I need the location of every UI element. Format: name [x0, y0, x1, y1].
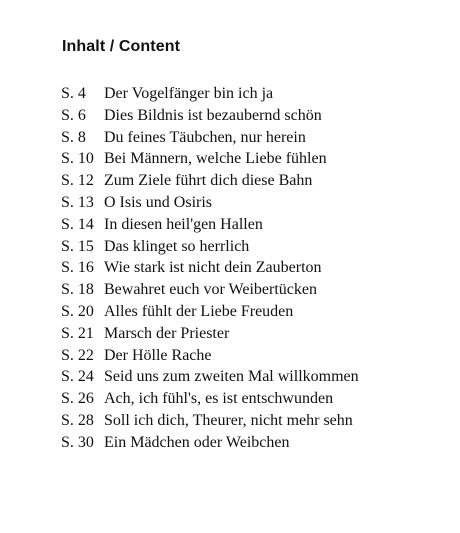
- toc-page-number: S. 21: [61, 324, 94, 342]
- toc-page-number: S. 15: [61, 237, 94, 255]
- toc-entry-title: Soll ich dich, Theurer, nicht mehr sehn: [104, 411, 353, 429]
- toc-entry-title: Dies Bildnis ist bezaubernd schön: [104, 106, 322, 124]
- toc-entry-title: Das klinget so herrlich: [104, 237, 250, 255]
- toc-entry: [61, 148, 441, 170]
- toc-entry-title: Marsch der Priester: [104, 324, 230, 342]
- toc-page-number: S. 22: [61, 346, 94, 364]
- toc-page-number: S. 20: [61, 302, 94, 320]
- toc-entry: [61, 170, 441, 192]
- toc-page-number: S. 6: [61, 106, 86, 124]
- toc-entry: [61, 345, 441, 367]
- toc-page-number: S. 14: [61, 215, 94, 233]
- toc-entry: [61, 388, 441, 410]
- toc-entry: [61, 105, 441, 127]
- toc-entry: [61, 366, 441, 388]
- toc-entry-title: Alles fühlt der Liebe Freuden: [104, 302, 294, 320]
- toc-entry: [61, 279, 441, 301]
- toc-page-number: S. 10: [61, 150, 94, 168]
- toc-page-number: S. 28: [61, 411, 94, 429]
- toc-entry-title: Bei Männern, welche Liebe fühlen: [104, 150, 327, 168]
- toc-entry-title: Ein Mädchen oder Weibchen: [104, 433, 290, 451]
- toc-entry: [61, 323, 441, 345]
- toc-entry-title: Wie stark ist nicht dein Zauberton: [104, 259, 322, 277]
- page-title: Inhalt / Content: [62, 38, 181, 55]
- toc-entry-title: Der Vogelfänger bin ich ja: [104, 85, 274, 102]
- toc-page-number: S. 18: [61, 281, 94, 299]
- toc-entry: [61, 257, 441, 279]
- toc-page-number: S. 30: [61, 433, 94, 451]
- toc-entry: [61, 236, 441, 258]
- toc-page-number: S. 4: [61, 85, 86, 102]
- toc-entry: [61, 83, 441, 105]
- toc-page-number: S. 13: [61, 193, 94, 211]
- toc-entry: [61, 301, 441, 323]
- toc-entry: [61, 410, 441, 432]
- toc-entry-title: Du feines Täubchen, nur herein: [104, 128, 306, 146]
- toc-entry-title: In diesen heil'gen Hallen: [104, 215, 263, 233]
- toc-page-number: S. 24: [61, 368, 94, 386]
- toc-entry-title: Bewahret euch vor Weibertücken: [104, 281, 317, 299]
- table-of-contents: [61, 83, 441, 454]
- toc-page-number: S. 8: [61, 128, 86, 146]
- toc-entry-title: Seid uns zum zweiten Mal willkommen: [104, 368, 359, 386]
- toc-entry-title: Ach, ich fühl's, es ist entschwunden: [104, 390, 334, 408]
- toc-entry: [61, 432, 441, 454]
- toc-page-number: S. 12: [61, 172, 94, 190]
- toc-entry-title: Der Hölle Rache: [104, 346, 212, 364]
- toc-entry: [61, 127, 441, 149]
- toc-entry-title: Zum Ziele führt dich diese Bahn: [104, 172, 313, 190]
- toc-page-number: S. 16: [61, 259, 94, 277]
- toc-entry: [61, 214, 441, 236]
- toc-entry-title: O Isis und Osiris: [104, 193, 213, 211]
- toc-page-number: S. 26: [61, 390, 94, 408]
- toc-entry: [61, 192, 441, 214]
